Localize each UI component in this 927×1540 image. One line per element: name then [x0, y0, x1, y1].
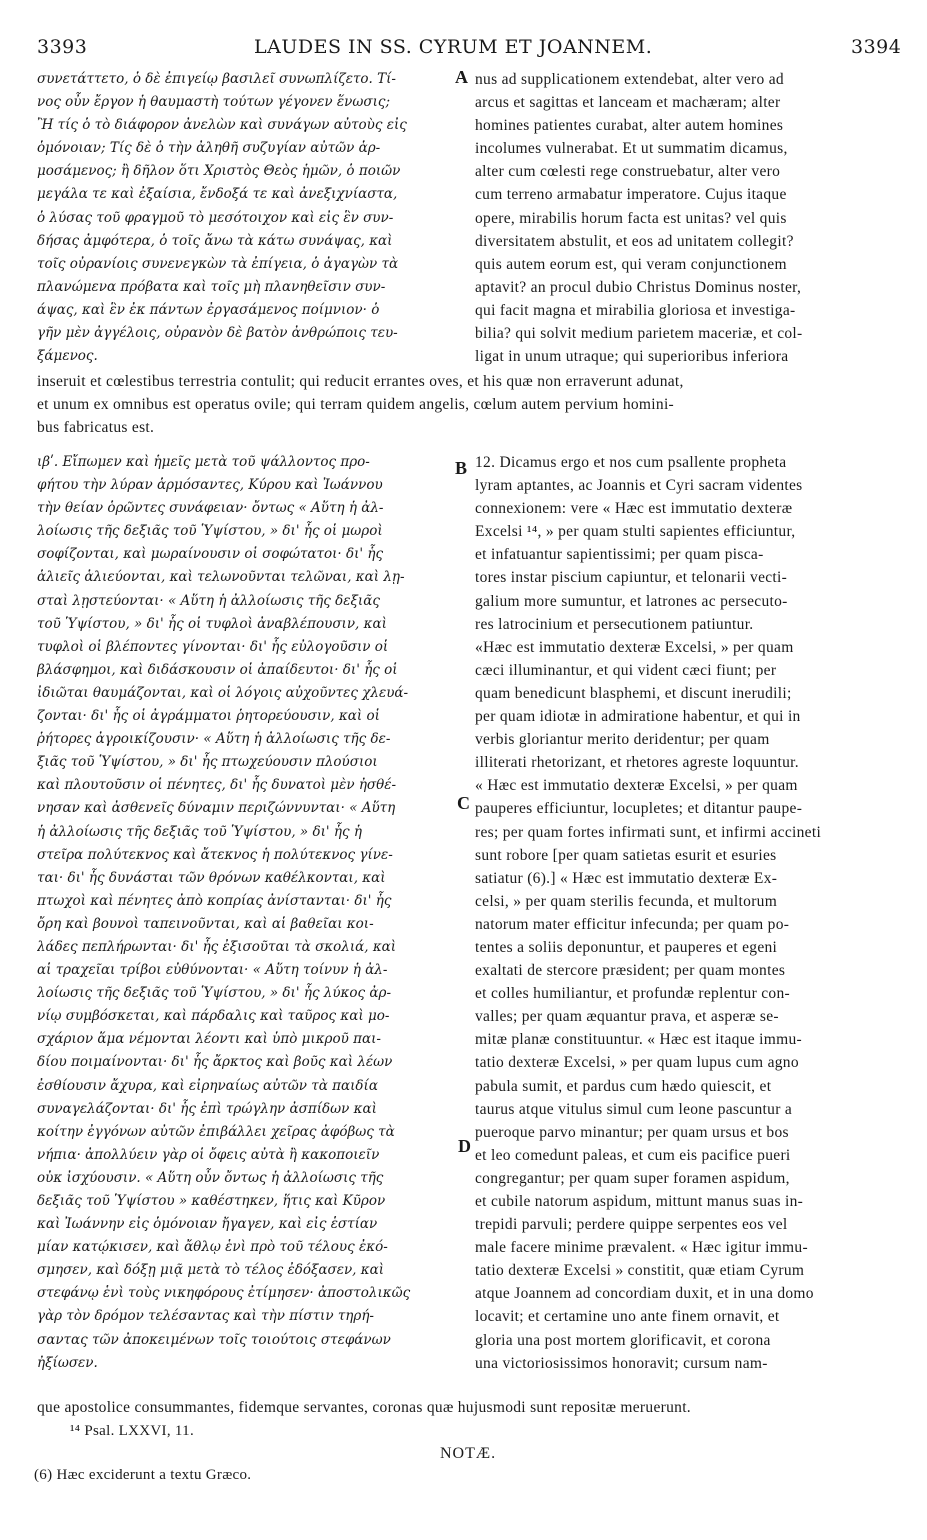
greek-line: λάδες πεπλήρωνται· δι' ἧς ἐξισοῦται τὰ σκολιά, καὶ	[37, 938, 397, 955]
margin-letter-a: A	[455, 67, 468, 87]
greek-line: γῆν μὲν ἀγγέλοις, οὐρανὸν δὲ βατὸν ἀνθρώποις τευ-	[37, 325, 398, 342]
latin-line: celsi, » per quam sterilis fecunda, et multorum	[475, 892, 778, 910]
latin-line: cæci illuminantur, et qui vident cæci fiunt; per	[475, 661, 777, 679]
greek-line: κοίτην ἐγγόνων αὐτῶν ἐπιβάλλει χεῖρας ἀφόβως τὰ	[37, 1123, 395, 1140]
greek-line: τυφλοὶ οἱ βλέποντες γίνονται· δι' ἧς εὐλογοῦσιν οἱ	[37, 638, 389, 655]
latin-line: qui facit magna et mirabilia gloriosa et investiga-	[475, 301, 796, 319]
greek-line: ξάμενος.	[37, 348, 98, 365]
latin-line: verbis gloriantur merito deridentur; per quam	[475, 731, 770, 749]
greek-line: σαντας τῶν ἀποκειμένων τοῖς τοιούτοις στεφάνων	[37, 1331, 391, 1348]
latin-line: res; per quam fortes infirmati sunt, et infirmi accineti	[475, 823, 822, 841]
note-text: (6) Hæc exciderunt a textu Græco.	[34, 1467, 252, 1483]
margin-letter-c: C	[457, 793, 470, 813]
greek-line: ιβʹ. Εἴπωμεν καὶ ἡμεῖς μετὰ τοῦ ψάλλοντος προ-	[37, 454, 370, 470]
greek-line: νίῳ συμβόσκεται, καὶ πάρδαλις καὶ ταῦρος καὶ μο-	[37, 1008, 390, 1025]
latin-line: exaltati de stercore præsident; per quam montes	[475, 962, 786, 980]
greek-line: ἰδιῶται θαυμάζονται, καὶ οἱ λόγοις αὐχοῦντες χλευά-	[37, 684, 409, 701]
full-width-latin-block2: que apostolice consummantes, fidemque servantes, coronas quæ hujusmodi sunt repositæ meruerunt.	[37, 1399, 691, 1416]
latin-line: 12. Dicamus ergo et nos cum psallente propheta	[475, 454, 787, 471]
greek-line: γὰρ τὸν δρόμον τελέσαντας καὶ τὴν πίστιν τηρή-	[37, 1308, 374, 1325]
latin-line: locavit; et certamine uno ante finem ornavit, et	[475, 1308, 780, 1326]
latin-line: tentes a soliis deponuntur, et pauperes et egeni	[475, 938, 778, 956]
greek-line: λοίωσις τῆς δεξιᾶς τοῦ Ὑψίστου, » δι' ἧς οἱ μωροὶ	[37, 523, 383, 540]
greek-line: σμησεν, καὶ δόξῃ μιᾷ μετὰ τὸ τέλος ἐδόξασεν, καὶ	[37, 1262, 385, 1279]
latin-line: trepidi parvuli; perdere quippe serpentes eos vel	[475, 1216, 788, 1234]
latin-line: tatio dexteræ Excelsi » constitit, quæ etiam Cyrum	[475, 1262, 805, 1280]
latin-line: opere, mirabilis horum facta est unitas? vel quis	[475, 209, 787, 227]
greek-line: δίου ποιμαίνονται· δι' ἧς ἄρκτος καὶ βοῦς καὶ λέων	[37, 1054, 393, 1071]
latin-line: aptavit? an procul dubio Christus Dominus noster,	[475, 278, 802, 296]
latin-line: et leo comedunt paleas, et cum eis pacifice pueri	[475, 1146, 791, 1164]
latin-line: inseruit et cœlestibus terrestria contulit; qui reducit errantes oves, et his quæ non erraverunt adunat,	[37, 373, 684, 390]
latin-line: gloria una post mortem glorificavit, et corona	[475, 1331, 771, 1349]
latin-line: pauperes efficiuntur, locupletes; et ditantur paupe-	[475, 800, 803, 818]
latin-line: male facere minime prævalent. « Hæc igitur immu-	[475, 1239, 808, 1257]
latin-line: quis autem eorum est, qui veram conjunctionem	[475, 255, 787, 273]
page-number-left: 3393	[37, 36, 88, 58]
latin-line: « Hæc est immutatio dexteræ Excelsi, » per quam	[475, 777, 798, 795]
latin-line: tatio dexteræ Excelsi, » per quam lupus cum agno	[475, 1054, 799, 1072]
greek-line: φήτου τὴν λύραν ἁρμόσαντες, Κύρου καὶ Ἰωάννου	[37, 477, 383, 494]
greek-line: λοίωσις τῆς δεξιᾶς τοῦ Ὑψίστου, » δι' ἧς λύκος ἀρ-	[37, 985, 392, 1002]
page-number-right: 3394	[851, 36, 902, 58]
latin-column-block2	[475, 451, 890, 1375]
greek-line: σταὶ λῃστεύονται· « Αὕτη ἡ ἀλλοίωσις τῆς δεξιᾶς	[37, 592, 380, 609]
latin-column-block1	[475, 68, 890, 368]
greek-line: συνετάττετο, ὁ δὲ ἐπιγείῳ βασιλεῖ συνωπλίζετο. Τί-	[37, 71, 396, 87]
greek-line: ἁλιεῖς ἁλιεύονται, καὶ τελωνοῦνται τελῶναι, καὶ λῃ-	[37, 569, 405, 586]
latin-line: diversitatem abstulit, et eos ad unitatem collegit?	[475, 232, 794, 250]
latin-line: illiterati rhetorizant, et rhetores agreste loquuntur.	[475, 754, 799, 772]
greek-line: συναγελάζονται· δι' ἧς ἐπὶ τρώγλην ἀσπίδων καὶ	[37, 1100, 377, 1117]
greek-line: στεῖρα πολύτεκνος καὶ ἄτεκνος ἡ πολύτεκνος γίνε-	[37, 846, 393, 863]
greek-line: ὄρη καὶ βουνοὶ ταπεινοῦνται, καὶ αἱ βαθεῖαι κοι-	[37, 915, 374, 932]
greek-line: καὶ Ἰωάννην εἰς ὁμόνοιαν ἤγαγεν, καὶ εἰς ἑστίαν	[37, 1216, 378, 1233]
latin-line: et cubile natorum aspidum, mittunt manus suas in-	[475, 1193, 804, 1210]
greek-line: τοῦ Ὑψίστου, » δι' ἧς οἱ τυφλοὶ ἀναβλέπουσιν, καὶ	[37, 615, 387, 632]
running-title: LAUDES IN SS. CYRUM ET JOANNEM.	[254, 36, 653, 58]
latin-line: et infatuantur sapientissimi; per quam pisca-	[475, 546, 764, 564]
greek-line: μοσάμενος; ἢ δῆλον ὅτι Χριστὸς Θεὸς ἡμῶν, ὁ ποιῶν	[37, 163, 401, 180]
latin-line: quam benedicunt blasphemi, et discunt inerudili;	[475, 684, 792, 702]
greek-line: νησαν καὶ ἀσθενεῖς δύναμιν περιζώννυνται· « Αὕτη	[37, 800, 396, 817]
latin-line: ligat in unum utraque; qui superioribus inferiora	[475, 348, 789, 366]
latin-line: arcus et sagittas et lanceam et machæram; alter	[475, 94, 781, 112]
margin-letter-b: B	[455, 458, 468, 478]
greek-line: οὐκ ἰσχύουσιν. « Αὕτη οὖν ὄντως ἡ ἀλλοίωσις τῆς	[37, 1169, 384, 1186]
greek-line: στεφάνῳ ἑνὶ τοὺς νικηφόρους ἐτίμησεν· ἀποστολικῶς	[37, 1285, 411, 1302]
notes-title: NOTÆ.	[440, 1445, 497, 1462]
latin-line: sunt robore [per quam satietas esurit et esuries	[475, 846, 777, 864]
greek-line: ἠξίωσεν.	[37, 1354, 98, 1371]
greek-line: Ἢ τίς ὁ τὸ διάφορον ἀνελὼν καὶ συνάγων αὐτοὺς εἰς	[37, 117, 407, 134]
greek-line: άψας, καὶ ἓν ἐκ πάντων ἐργασάμενος ποίμνιον· ὁ	[37, 301, 380, 318]
greek-line: αἱ τραχεῖαι τρίβοι εὐθύνονται· « Αὕτη τοίνυν ἡ ἀλ-	[37, 962, 388, 979]
latin-line: galium more sumuntur, et latrones ac persecuto-	[475, 592, 788, 610]
greek-line: καὶ πλουτοῦσιν οἱ πένητες, δι' ἧς δυνατοὶ μὲν ἠσθέ-	[37, 777, 397, 794]
latin-line: et unum ex omnibus est operatus ovile; qui terram quidem angelis, cœlum autem pervium homini-	[37, 396, 675, 414]
latin-line: homines patientes curabat, alter autem homines	[475, 117, 784, 135]
greek-line: νος οὖν ἔργον ἡ θαυμαστὴ τούτων γέγονεν ἕνωσις;	[37, 94, 390, 111]
greek-line: ὁμόνοιαν; Τίς δὲ ὁ τὴν ἀληθῆ συζυγίαν αὐτῶν ἁρ-	[37, 140, 381, 157]
latin-line: nus ad supplicationem extendebat, alter vero ad	[475, 71, 784, 88]
greek-line: δήσας ἀμφότερα, ὁ τοῖς ἄνω τὰ κάτω συνάψας, καὶ	[37, 232, 393, 249]
latin-line: satiatur (6).] « Hæc est immutatio dexteræ Ex-	[475, 869, 778, 887]
full-width-latin-block1	[37, 370, 892, 439]
greek-line: μεγάλα τε καὶ ἐξαίσια, ἔνδοξά τε καὶ ἀνεξιχνίαστα,	[37, 186, 398, 203]
greek-line: νήπια· ἀπολλύειν γὰρ οἱ ὄφεις αὐτὰ ἢ κακοποιεῖν	[37, 1146, 380, 1163]
footnote: ¹⁴ Psal. LXXVI, 11.	[70, 1423, 195, 1439]
greek-line: σοφίζονται, καὶ μωραίνουσιν οἱ σοφώτατοι· δι' ἧς	[37, 546, 384, 563]
greek-line: ῥήτορες ἀγροικίζουσιν· « Αὕτη ἡ ἀλλοίωσις τῆς δε-	[37, 731, 391, 748]
latin-line: atque Joannem ad concordiam duxit, et in una domo	[475, 1285, 814, 1303]
latin-line: incolumes vulnerabat. Et ut summatim dicamus,	[475, 140, 788, 158]
greek-line: ἐσθίουσιν ἄχυρα, καὶ εἰρηναίως αὐτῶν τὰ παιδία	[37, 1077, 378, 1094]
latin-line: una victoriosissimos honoravit; cursum nam-	[475, 1354, 768, 1372]
latin-line: alter cum cœlesti rege construebatur, alter vero	[475, 163, 781, 181]
greek-line: ὁ λύσας τοῦ φραγμοῦ τὸ μεσότοιχον καὶ εἰς ἓν συν-	[37, 209, 394, 226]
latin-line: lyram aptantes, ac Joannis et Cyri sacram videntes	[475, 477, 803, 495]
latin-line: mitæ planæ constituuntur. « Hæc est itaque immu-	[475, 1031, 802, 1049]
greek-line: δεξιᾶς τοῦ Ὑψίστου » καθέστηκεν, ἥτις καὶ Κῦρον	[37, 1193, 386, 1209]
latin-line: cum terreno armabatur imperatore. Cujus itaque	[475, 186, 787, 204]
greek-line: ἡ ἀλλοίωσις τῆς δεξιᾶς τοῦ Ὑψίστου, » δι' ἧς ἡ	[37, 823, 362, 840]
latin-line: et colles humiliantur, et profundæ replentur con-	[475, 985, 790, 1003]
latin-line: valles; per quam æquantur prava, et asperæ se-	[475, 1008, 779, 1026]
latin-line: Excelsi ¹⁴, » per quam stulti sapientes efficiuntur,	[475, 523, 796, 541]
greek-line: ξιᾶς τοῦ Ὑψίστου, » δι' ἧς πτωχεύουσιν πλούσιοι	[37, 754, 378, 771]
greek-line: πτωχοὶ καὶ πένητες ἀπὸ κοπρίας ἀνίστανται· δι' ἧς	[37, 892, 392, 909]
greek-column-block1	[37, 68, 462, 368]
greek-line: ζονται· δι' ἧς οἱ ἀγράμματοι ῥητορεύουσιν, καὶ οἱ	[37, 708, 380, 725]
latin-line: connexionem: vere « Hæc est immutatio dexteræ	[475, 500, 793, 518]
greek-line: πλανώμενα πρόβατα καὶ τοῖς μὴ πλανηθεῖσιν συν-	[37, 278, 386, 295]
greek-column-block2	[37, 451, 462, 1375]
latin-line: taurus atque vitulus simul cum leone pascuntur a	[475, 1100, 793, 1118]
latin-line: «Hæc est immutatio dexteræ Excelsi, » per quam	[475, 638, 794, 656]
margin-letter-d: D	[458, 1136, 471, 1156]
greek-line: ται· δι' ἧς δυνάσται τῶν θρόνων καθέλκονται, καὶ	[37, 869, 386, 886]
greek-line: τὴν θείαν ὁρῶντες συνάφειαν· ὄντως « Αὕτη ἡ ἀλ-	[37, 500, 384, 517]
greek-line: βλάσφημοι, καὶ διδάσκουσιν οἱ ἀπαίδευτοι· δι' ἧς οἱ	[37, 661, 398, 678]
greek-line: μίαν κατῴκισεν, καὶ ἄθλῳ ἑνὶ πρὸ τοῦ τέλους ἐκό-	[37, 1239, 388, 1256]
latin-line: pueroque parvo minantur; per quam ursus et bos	[475, 1123, 789, 1141]
latin-line: tores instar piscium capiuntur, et telonarii vecti-	[475, 569, 788, 587]
latin-line: res latrocinium et persecutionem patiuntur.	[475, 615, 754, 633]
latin-line: bus fabricatus est.	[37, 419, 155, 437]
greek-line: σχάριον ἅμα νέμονται λέοντι καὶ ὑπὸ μικροῦ παι-	[37, 1031, 381, 1048]
greek-line: τοῖς οὐρανίοις συνενεγκὼν τὰ ἐπίγεια, ὁ ἀγαγὼν τὰ	[37, 255, 399, 272]
latin-line: natorum mater efficitur infecunda; per quam po-	[475, 915, 790, 933]
latin-line: per quam idiotæ in admiratione habentur, et qui in	[475, 708, 801, 726]
latin-line: bilia? qui solvit medium parietem maceriæ, et col-	[475, 325, 803, 343]
latin-line: pabula sumit, et pardus cum hædo quiescit, et	[475, 1077, 772, 1095]
latin-line: congregantur; per quam super foramen aspidum,	[475, 1169, 790, 1187]
